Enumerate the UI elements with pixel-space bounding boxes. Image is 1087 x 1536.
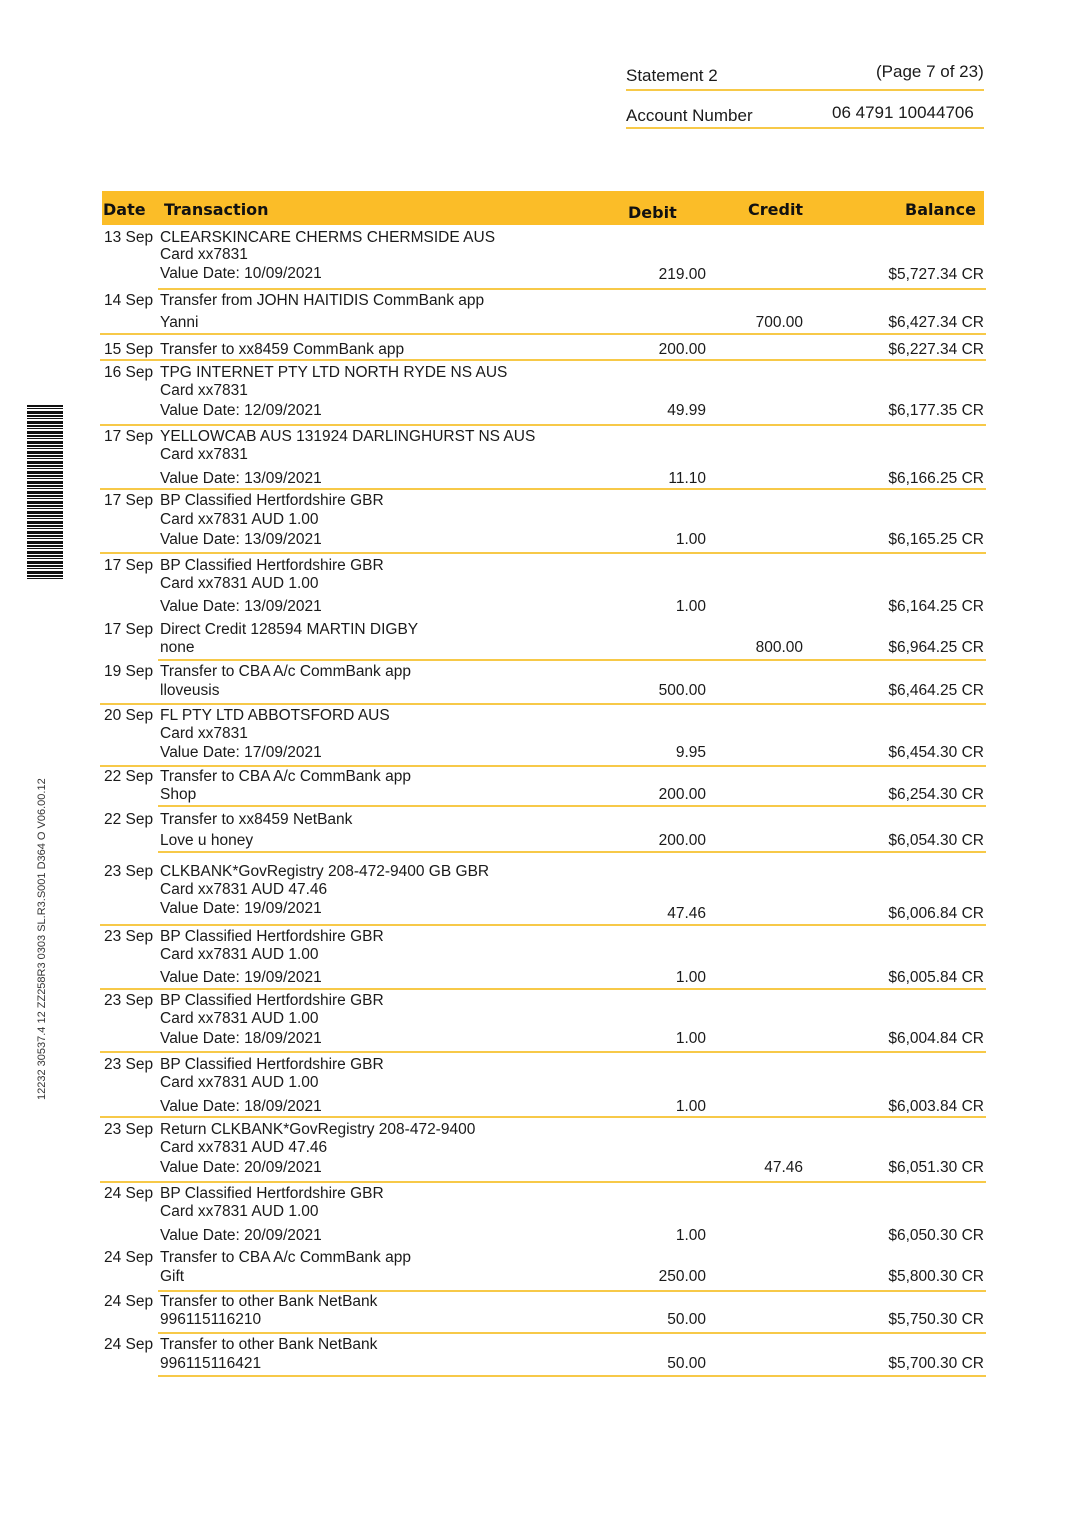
transaction-description: CLEARSKINCARE CHERMS CHERMSIDE AUS	[160, 229, 496, 246]
transaction-detail: lloveusis	[160, 682, 220, 699]
transaction-description: Transfer to CBA A/c CommBank app	[160, 663, 411, 680]
debit-amount: 50.00	[667, 1311, 706, 1328]
row-divider	[158, 659, 986, 661]
debit-amount: 49.99	[667, 402, 706, 419]
table-header	[102, 191, 984, 225]
transaction-date: 24 Sep	[104, 1249, 154, 1266]
transaction-detail: none	[160, 639, 195, 656]
transaction-detail: Card xx7831 AUD 1.00	[160, 511, 319, 528]
balance-amount: $6,427.34 CR	[888, 314, 984, 331]
transaction-description: BP Classified Hertfordshire GBR	[160, 1185, 384, 1202]
transaction-detail: Value Date: 13/09/2021	[160, 470, 322, 487]
balance-amount: $6,464.25 CR	[888, 682, 984, 699]
credit-amount: 800.00	[755, 639, 803, 656]
balance-amount: $6,254.30 CR	[888, 786, 984, 803]
transaction-description: Transfer to xx8459 NetBank	[160, 811, 353, 828]
transaction-detail: Value Date: 18/09/2021	[160, 1030, 322, 1047]
row-divider	[100, 359, 986, 361]
transaction-date: 22 Sep	[104, 768, 154, 785]
balance-amount: $5,727.34 CR	[888, 266, 984, 283]
transaction-description: Transfer to xx8459 CommBank app	[160, 341, 405, 358]
row-divider	[100, 703, 986, 705]
document-code: 12232 30537.4 12 ZZ258R3 0303 SL.R3.S001 D364 O V06.00.12	[36, 778, 48, 1100]
transaction-detail: Shop	[160, 786, 197, 803]
balance-amount: $6,227.34 CR	[888, 341, 984, 358]
balance-amount: $6,050.30 CR	[888, 1227, 984, 1244]
transaction-description: TPG INTERNET PTY LTD NORTH RYDE NS AUS	[160, 364, 508, 381]
balance-amount: $6,004.84 CR	[888, 1030, 984, 1047]
transaction-detail: Yanni	[160, 314, 199, 331]
transaction-description: Return CLKBANK*GovRegistry 208-472-9400	[160, 1121, 476, 1138]
transaction-date: 22 Sep	[104, 811, 154, 828]
transaction-description: Transfer to other Bank NetBank	[160, 1336, 378, 1353]
transaction-description: Transfer to CBA A/c CommBank app	[160, 1249, 411, 1266]
row-divider	[100, 765, 986, 767]
row-divider	[100, 1051, 986, 1053]
row-divider	[100, 488, 986, 490]
row-divider	[158, 805, 986, 807]
transaction-date: 13 Sep	[104, 229, 154, 246]
debit-amount: 47.46	[667, 905, 706, 922]
transaction-description: FL PTY LTD ABBOTSFORD AUS	[160, 707, 390, 724]
transaction-date: 17 Sep	[104, 621, 154, 638]
header-divider	[626, 89, 984, 91]
transaction-detail: Value Date: 17/09/2021	[160, 744, 322, 761]
transaction-date: 24 Sep	[104, 1293, 154, 1310]
row-divider	[158, 851, 986, 853]
column-credit: Credit	[748, 200, 804, 219]
transaction-detail: Value Date: 13/09/2021	[160, 598, 322, 615]
transaction-detail: Card xx7831	[160, 246, 248, 263]
transaction-description: CLKBANK*GovRegistry 208-472-9400 GB GBR	[160, 863, 490, 880]
transaction-date: 19 Sep	[104, 663, 154, 680]
debit-amount: 11.10	[668, 470, 706, 487]
barcode	[27, 405, 63, 581]
balance-amount: $6,051.30 CR	[888, 1159, 984, 1176]
transaction-date: 23 Sep	[104, 928, 154, 945]
transaction-detail: Card xx7831 AUD 1.00	[160, 946, 319, 963]
row-divider	[158, 288, 986, 290]
column-date: Date	[103, 200, 146, 219]
debit-amount: 1.00	[675, 1030, 706, 1047]
transaction-description: BP Classified Hertfordshire GBR	[160, 928, 384, 945]
row-divider	[100, 333, 986, 335]
column-transaction: Transaction	[164, 200, 269, 219]
credit-amount: 700.00	[755, 314, 803, 331]
balance-amount: $5,750.30 CR	[888, 1311, 984, 1328]
debit-amount: 9.95	[675, 744, 706, 761]
header-divider	[626, 127, 984, 129]
balance-amount: $6,003.84 CR	[888, 1098, 984, 1115]
account-number: 06 4791 10044706	[832, 103, 974, 122]
debit-amount: 1.00	[675, 598, 706, 615]
debit-amount: 1.00	[675, 1098, 706, 1115]
transaction-date: 20 Sep	[104, 707, 154, 724]
transaction-date: 24 Sep	[104, 1185, 154, 1202]
transaction-detail: Card xx7831	[160, 382, 248, 399]
debit-amount: 219.00	[658, 266, 706, 283]
transaction-detail: Value Date: 10/09/2021	[160, 265, 322, 282]
transaction-detail: Value Date: 19/09/2021	[160, 969, 322, 986]
credit-amount: 47.46	[764, 1159, 803, 1176]
transaction-detail: Card xx7831 AUD 47.46	[160, 881, 328, 898]
account-label: Account Number	[626, 106, 753, 125]
transaction-date: 17 Sep	[104, 557, 154, 574]
debit-amount: 200.00	[658, 341, 706, 358]
transaction-description: BP Classified Hertfordshire GBR	[160, 557, 384, 574]
balance-amount: $6,164.25 CR	[888, 598, 984, 615]
row-divider	[100, 1181, 986, 1183]
row-divider	[158, 1375, 986, 1377]
transaction-detail: Value Date: 19/09/2021	[160, 900, 322, 917]
debit-amount: 200.00	[658, 832, 706, 849]
balance-amount: $6,054.30 CR	[888, 832, 984, 849]
transaction-date: 17 Sep	[104, 428, 154, 445]
row-divider	[158, 1290, 986, 1292]
transaction-description: Transfer from JOHN HAITIDIS CommBank app	[160, 292, 485, 309]
transaction-description: BP Classified Hertfordshire GBR	[160, 1056, 384, 1073]
balance-amount: $6,166.25 CR	[888, 470, 984, 487]
transaction-date: 16 Sep	[104, 364, 154, 381]
row-divider	[100, 552, 986, 554]
transaction-date: 14 Sep	[104, 292, 154, 309]
balance-amount: $6,165.25 CR	[888, 531, 984, 548]
transaction-detail: Card xx7831 AUD 1.00	[160, 1010, 319, 1027]
column-debit: Debit	[628, 203, 677, 222]
transaction-detail: Card xx7831	[160, 446, 248, 463]
debit-amount: 50.00	[667, 1355, 706, 1372]
transaction-date: 23 Sep	[104, 1121, 154, 1138]
transaction-date: 15 Sep	[104, 341, 154, 358]
transaction-detail: Value Date: 12/09/2021	[160, 402, 322, 419]
transaction-description: Direct Credit 128594 MARTIN DIGBY	[160, 621, 419, 638]
transaction-detail: Card xx7831 AUD 1.00	[160, 1074, 319, 1091]
transaction-detail: Value Date: 18/09/2021	[160, 1098, 322, 1115]
transaction-detail: Card xx7831 AUD 47.46	[160, 1139, 328, 1156]
transaction-detail: Value Date: 13/09/2021	[160, 531, 322, 548]
row-divider	[100, 988, 986, 990]
transaction-description: YELLOWCAB AUS 131924 DARLINGHURST NS AUS	[160, 428, 536, 445]
balance-amount: $6,177.35 CR	[888, 402, 984, 419]
transaction-detail: Love u honey	[160, 832, 254, 849]
column-balance: Balance	[905, 200, 976, 219]
transaction-detail: Value Date: 20/09/2021	[160, 1227, 322, 1244]
debit-amount: 500.00	[658, 682, 706, 699]
row-divider	[100, 424, 986, 426]
debit-amount: 1.00	[675, 531, 706, 548]
page-indicator: (Page 7 of 23)	[876, 62, 984, 81]
transaction-detail: 996115116421	[160, 1355, 262, 1372]
debit-amount: 250.00	[658, 1268, 706, 1285]
transaction-date: 23 Sep	[104, 863, 154, 880]
transaction-detail: Value Date: 20/09/2021	[160, 1159, 322, 1176]
balance-amount: $6,006.84 CR	[888, 905, 984, 922]
transaction-detail: Card xx7831	[160, 725, 248, 742]
transaction-description: BP Classified Hertfordshire GBR	[160, 492, 384, 509]
transaction-date: 24 Sep	[104, 1336, 154, 1353]
balance-amount: $5,800.30 CR	[888, 1268, 984, 1285]
balance-amount: $6,964.25 CR	[888, 639, 984, 656]
transaction-description: Transfer to CBA A/c CommBank app	[160, 768, 411, 785]
debit-amount: 1.00	[675, 969, 706, 986]
transaction-date: 23 Sep	[104, 992, 154, 1009]
transaction-description: Transfer to other Bank NetBank	[160, 1293, 378, 1310]
transaction-detail: Card xx7831 AUD 1.00	[160, 575, 319, 592]
balance-amount: $6,454.30 CR	[888, 744, 984, 761]
transaction-description: BP Classified Hertfordshire GBR	[160, 992, 384, 1009]
balance-amount: $5,700.30 CR	[888, 1355, 984, 1372]
transaction-date: 17 Sep	[104, 492, 154, 509]
transaction-detail: 996115116210	[160, 1311, 262, 1328]
row-divider	[100, 1116, 986, 1118]
row-divider	[158, 1332, 986, 1334]
row-divider	[100, 924, 986, 926]
statement-label: Statement 2	[626, 66, 718, 85]
transaction-date: 23 Sep	[104, 1056, 154, 1073]
debit-amount: 1.00	[675, 1227, 706, 1244]
debit-amount: 200.00	[658, 786, 706, 803]
transaction-detail: Gift	[160, 1268, 185, 1285]
transaction-detail: Card xx7831 AUD 1.00	[160, 1203, 319, 1220]
balance-amount: $6,005.84 CR	[888, 969, 984, 986]
